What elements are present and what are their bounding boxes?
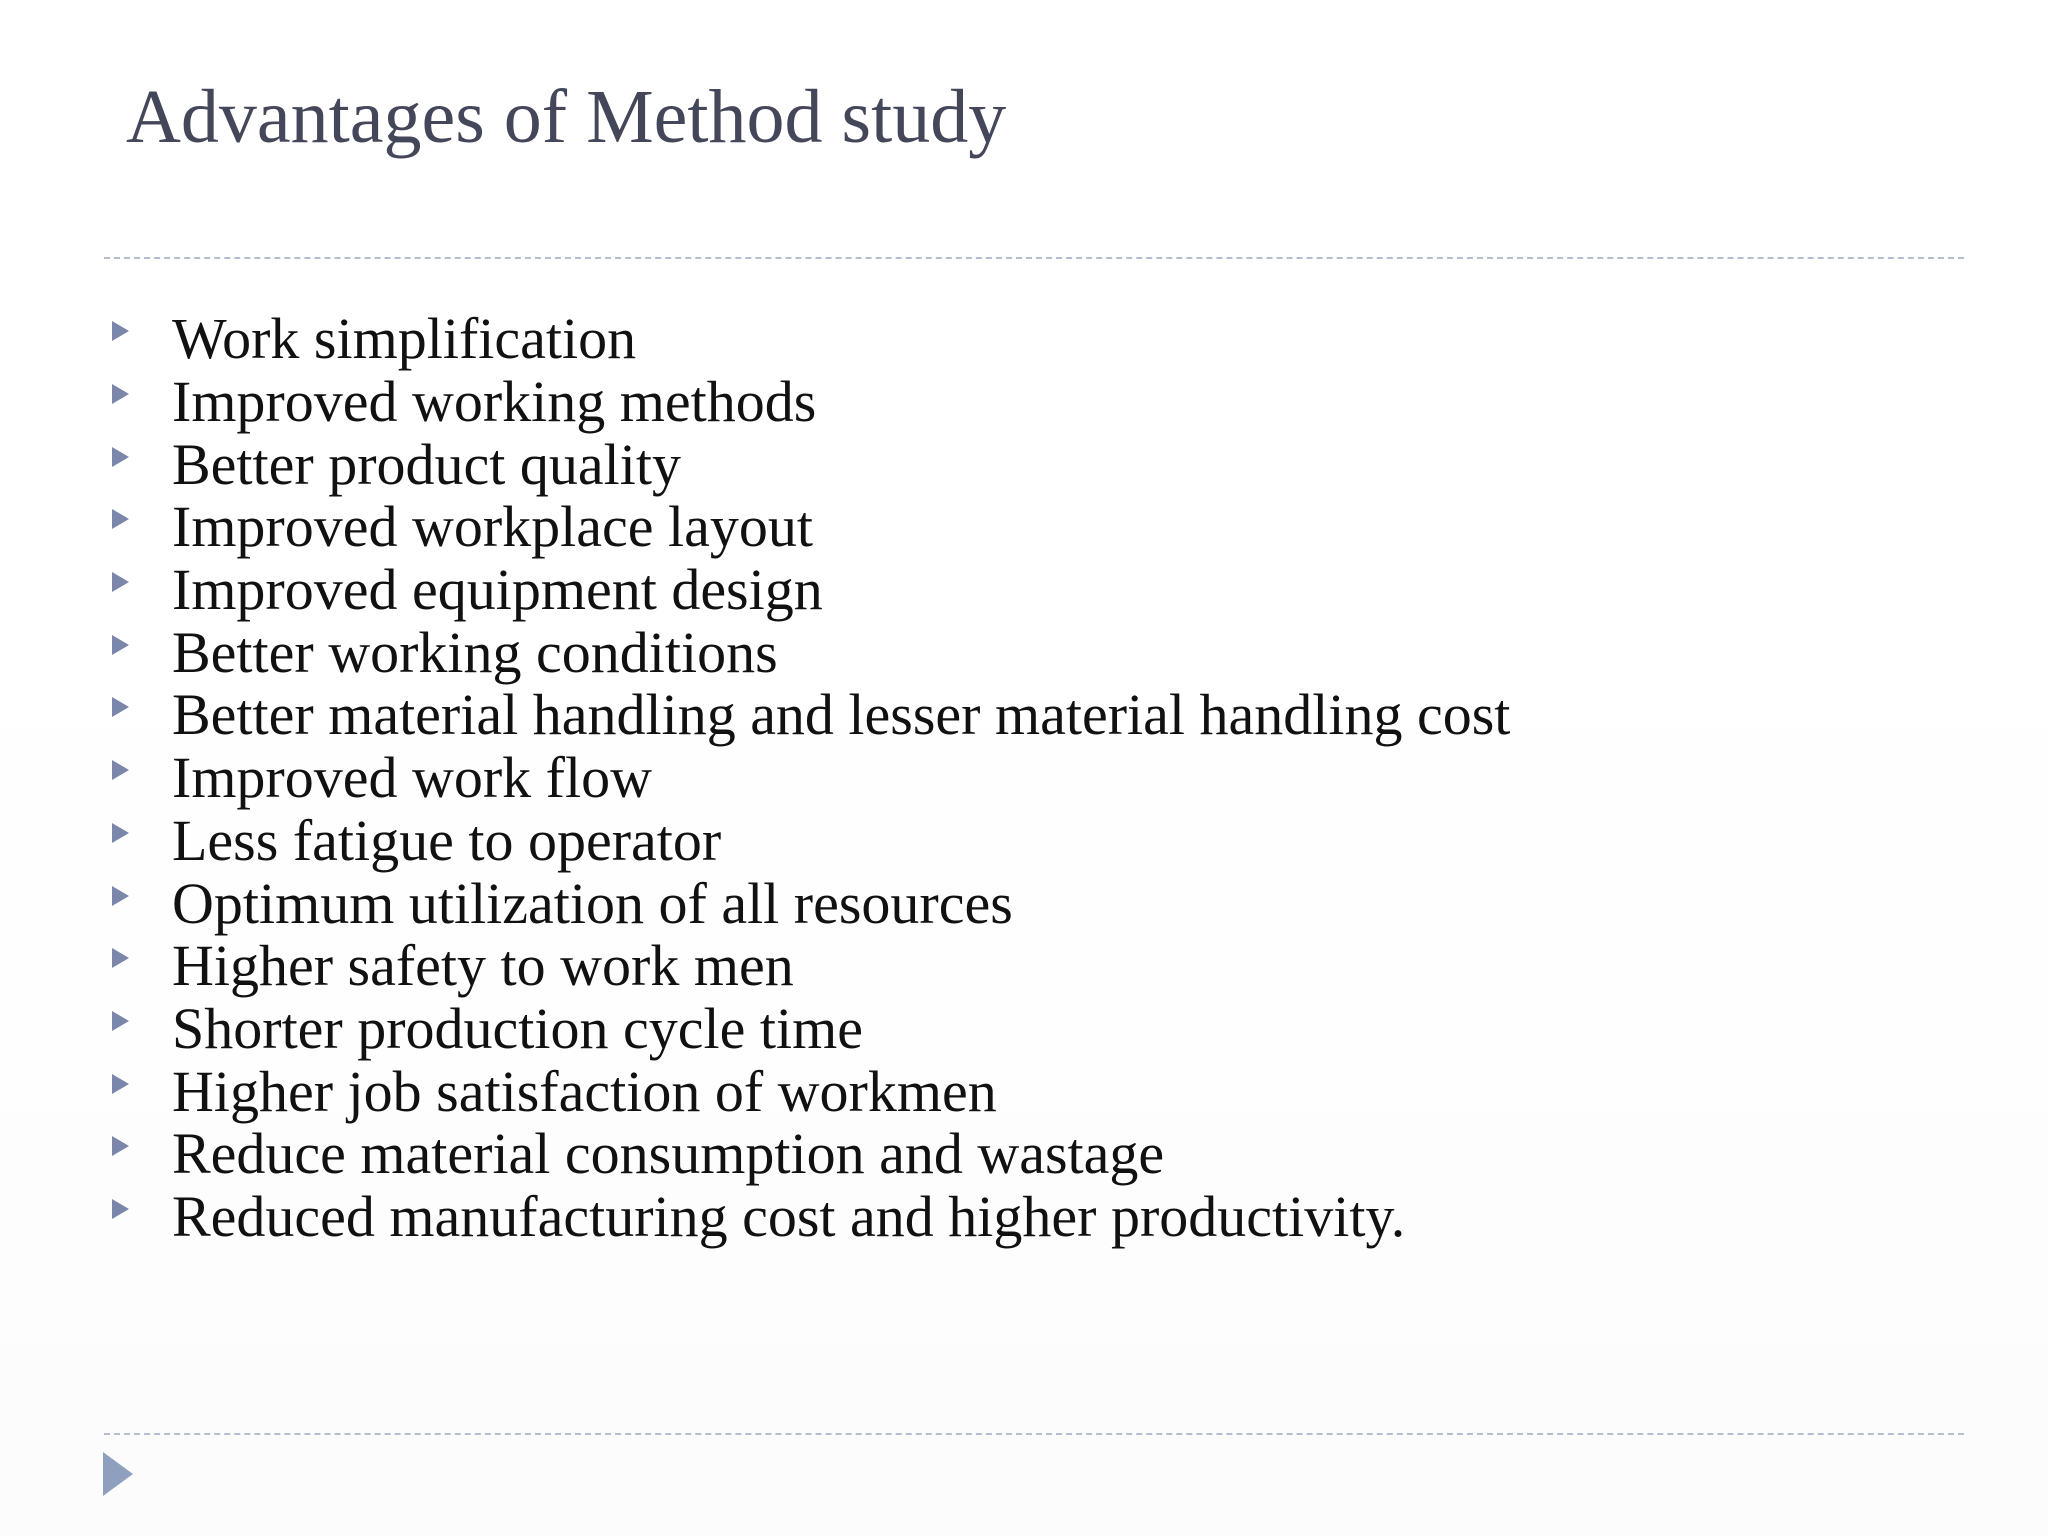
bullet-text: Improved equipment design	[172, 557, 823, 623]
slide-title: Advantages of Method study	[126, 75, 1007, 159]
bullet-item	[104, 1183, 1510, 1249]
bullet-item	[104, 308, 1510, 371]
triangle-right-icon	[112, 635, 129, 655]
bullet-text: Improved work flow	[172, 745, 653, 811]
triangle-right-icon	[112, 509, 129, 529]
bullet-item	[104, 872, 1510, 935]
top-divider	[104, 257, 1964, 259]
bullet-item	[104, 935, 1510, 998]
triangle-right-icon	[112, 948, 129, 968]
bullet-text: Reduced manufacturing cost and higher productivity.	[172, 1183, 1406, 1249]
next-slide-arrow-icon[interactable]	[103, 1452, 133, 1496]
bullet-text: Improved working methods	[172, 369, 817, 435]
bullet-item	[104, 1123, 1510, 1186]
triangle-right-icon	[112, 886, 129, 906]
bullet-text: Better material handling and lesser material handling cost	[172, 682, 1511, 748]
triangle-right-icon	[112, 697, 129, 717]
bullet-text: Higher job satisfaction of workmen	[172, 1058, 997, 1124]
triangle-right-icon	[112, 1011, 129, 1031]
triangle-right-icon	[112, 384, 129, 404]
bullet-text: Work simplification	[172, 306, 637, 372]
bullet-text: Shorter production cycle time	[172, 995, 863, 1061]
bullet-item	[104, 807, 1510, 873]
bullet-item	[104, 995, 1510, 1061]
bullet-item	[104, 496, 1510, 559]
bullet-item	[104, 559, 1510, 622]
bullet-text: Improved workplace layout	[172, 494, 814, 560]
bullet-text: Higher safety to work men	[172, 933, 794, 999]
triangle-right-icon	[112, 823, 129, 843]
bullet-item	[104, 684, 1510, 747]
triangle-right-icon	[112, 760, 129, 780]
bullet-text: Better working conditions	[172, 619, 778, 685]
bullet-text: Better product quality	[172, 431, 681, 497]
bullet-text: Reduce material consumption and wastage	[172, 1121, 1165, 1187]
triangle-right-icon	[112, 447, 129, 467]
bullet-item	[104, 621, 1510, 684]
triangle-right-icon	[112, 1199, 129, 1219]
bullet-item	[104, 1060, 1510, 1123]
triangle-right-icon	[112, 1074, 129, 1094]
bullet-text: Less fatigue to operator	[172, 807, 722, 873]
triangle-right-icon	[112, 1136, 129, 1156]
bullet-text: Optimum utilization of all resources	[172, 870, 1013, 936]
bullet-item	[104, 433, 1510, 496]
bullet-list	[104, 308, 1510, 1248]
triangle-right-icon	[112, 572, 129, 592]
bullet-item	[104, 747, 1510, 810]
bottom-divider	[104, 1433, 1964, 1435]
triangle-right-icon	[112, 321, 129, 341]
bullet-item	[104, 371, 1510, 434]
